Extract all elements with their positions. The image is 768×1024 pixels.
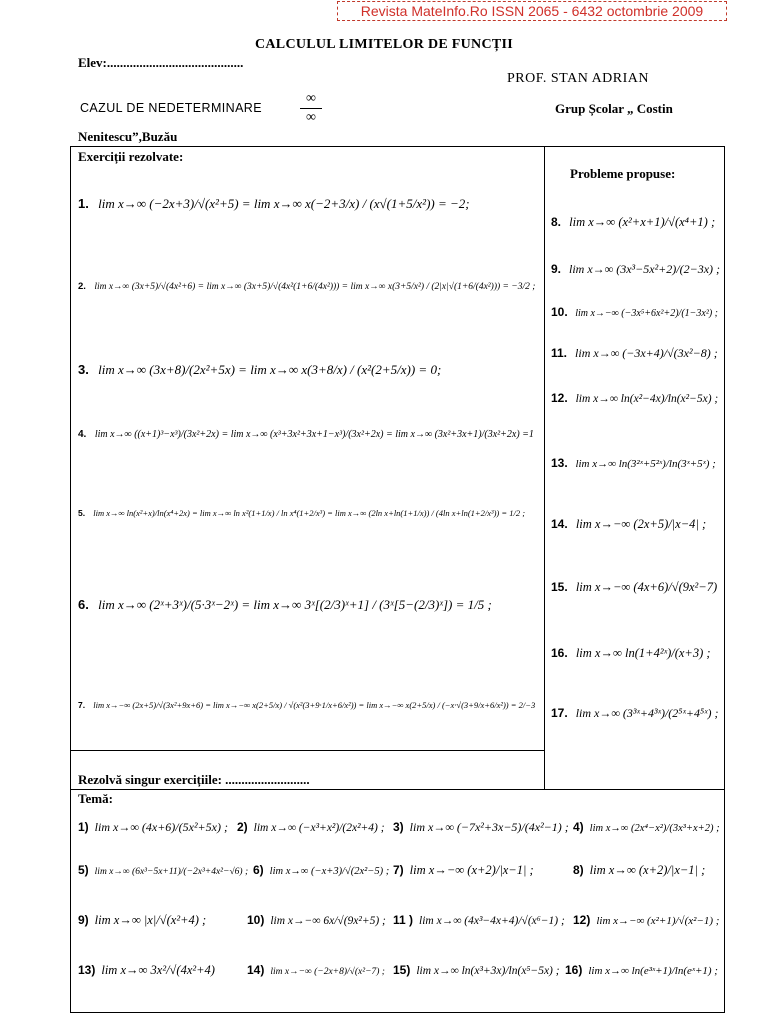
problem-number: 13. [551, 456, 568, 470]
proposed-problem-17 [551, 705, 719, 721]
proposed-problem-12 [551, 390, 718, 407]
school-name: Grup Școlar „ Costin [555, 101, 673, 116]
problem-expression: lim x→∞ (3³ˣ+4³ˣ)/(2⁵ˣ+4⁵ˣ) ; [575, 706, 719, 720]
homework-number: 10) [247, 913, 265, 927]
solved-exercise-2 [78, 279, 535, 295]
exercise-expression: lim x→∞ ((x+1)³−x³)/(3x²+2x) = lim x→∞ (x³+3x²+3x+1−x³)/(3x²+2x) = lim x→∞ (3x²+3x+1)/(3x²+2x) =1 [94, 429, 534, 440]
homework-number: 15) [393, 963, 411, 977]
problem-expression: lim x→∞ ln(3²ˣ+5²ˣ)/ln(3ˣ+5ˣ) ; [575, 458, 716, 470]
problem-number: 14. [551, 517, 568, 531]
page-title: CALCULUL LIMITELOR DE FUNCȚII [254, 37, 514, 52]
solved-exercise-1 [78, 196, 470, 212]
homework-number: 13) [78, 963, 96, 977]
proposed-problem-10 [551, 304, 718, 322]
homework-item-4 [573, 819, 720, 837]
proposed-problem-16 [551, 645, 711, 661]
homework-expression: lim x→∞ (−x³+x²)/(2x²+4) ; [253, 822, 385, 834]
homework-item-15 [393, 962, 560, 979]
exercise-expression: lim x→∞ (3x+5)/√(4x²+6) = lim x→∞ (3x+5)/√(4x²(1+6/(4x²))) = lim x→∞ x(3+5/x²) / (2|x|√(1+6/(4x²))) = −3/2 ; [94, 282, 536, 292]
infinity-numerator: ∞ [306, 91, 316, 106]
exercise-number: 7. [78, 700, 86, 710]
exercise-number: 6. [78, 597, 89, 612]
problem-expression: lim x→∞ (−3x+4)/√(3x²−8) ; [575, 346, 718, 360]
proposed-problem-15 [551, 579, 717, 595]
solve-alone-line: Rezolvă singur exercițiile: .......................... [78, 772, 310, 787]
journal-banner: Revista MateInfo.Ro ISSN 2065 - 6432 octombrie 2009 [337, 1, 727, 21]
case-label: CAZUL DE NEDETERMINARE [80, 101, 262, 115]
problem-number: 12. [551, 391, 568, 405]
indeterminate-form [300, 92, 322, 125]
exercise-number: 2. [78, 281, 86, 292]
proposed-problem-11 [551, 345, 718, 361]
homework-expression: lim x→−∞ (x²+1)/√(x²−1) ; [596, 915, 720, 927]
homework-expression: lim x→∞ (x+2)/|x−1| ; [589, 863, 706, 877]
homework-expression: lim x→−∞ (−2x+8)/√(x²−7) ; [270, 967, 385, 977]
homework-item-16 [565, 962, 718, 979]
homework-expression: lim x→−∞ 6x/√(9x²+5) ; [270, 915, 386, 927]
homework-number: 11 ) [393, 913, 414, 927]
homework-number: 3) [393, 820, 404, 834]
homework-expression: lim x→∞ (−x+3)/√(2x²−5) ; [269, 866, 390, 877]
homework-number: 6) [253, 863, 264, 877]
exercise-expression: lim x→∞ (3x+8)/(2x²+5x) = lim x→∞ x(3+8/x) / (x²(2+5/x)) = 0; [98, 362, 442, 377]
solved-exercise-7 [78, 697, 535, 713]
problem-expression: lim x→−∞ (2x+5)/|x−4| ; [575, 517, 707, 531]
school-name-continued: Nenitescu”,Buzău [78, 129, 178, 144]
homework-number: 1) [78, 820, 89, 834]
solved-heading: Exerciții rezolvate: [78, 149, 184, 164]
infinity-denominator: ∞ [306, 110, 316, 125]
problem-number: 9. [551, 262, 562, 276]
solved-exercise-5 [78, 505, 525, 521]
homework-expression: lim x→∞ ln(x³+3x)/ln(x⁵−5x) ; [416, 965, 560, 977]
homework-number: 9) [78, 913, 89, 927]
fraction-bar [300, 108, 322, 109]
homework-number: 14) [247, 963, 265, 977]
student-name-line: Elev:.......................................... [78, 55, 244, 70]
homework-expression: lim x→∞ (4x+6)/(5x²+5x) ; [94, 820, 228, 834]
problem-expression: lim x→∞ (x²+x+1)/√(x⁴+1) ; [569, 215, 716, 229]
problem-number: 17. [551, 706, 568, 720]
exercise-number: 4. [78, 429, 87, 440]
exercise-number: 5. [78, 508, 86, 518]
homework-item-7 [393, 862, 534, 878]
homework-item-9 [78, 912, 206, 928]
exercise-number: 3. [78, 362, 89, 377]
author-name: PROF. STAN ADRIAN [507, 71, 650, 86]
homework-expression: lim x→−∞ (x+2)/|x−1| ; [409, 863, 534, 877]
homework-heading: Temă: [78, 791, 113, 806]
homework-number: 12) [573, 913, 591, 927]
problem-number: 8. [551, 215, 562, 229]
homework-expression: lim x→∞ (−7x²+3x−5)/(4x²−1) ; [409, 820, 569, 834]
solved-exercise-4 [78, 427, 534, 443]
homework-expression: lim x→∞ |x|/√(x²+4) ; [94, 913, 207, 927]
problem-expression: lim x→∞ ln(1+4²ˣ)/(x+3) ; [575, 646, 711, 660]
homework-number: 5) [78, 863, 89, 877]
section-divider-upper [70, 750, 545, 751]
exercise-expression: lim x→∞ ln(x²+x)/ln(x⁴+2x) = lim x→∞ ln x²(1+1/x) / ln x⁴(1+2/x³) = lim x→∞ (2ln x+ln(1+1/x)) / (4ln x+ln(1+2/x³)) = 1/2 ; [93, 508, 526, 518]
homework-item-14 [247, 962, 385, 980]
problem-number: 11. [551, 346, 568, 360]
proposed-problem-14 [551, 516, 706, 532]
problem-expression: lim x→∞ ln(x²−4x)/ln(x²−5x) ; [575, 393, 719, 405]
problem-number: 15. [551, 580, 568, 594]
homework-item-6 [253, 862, 389, 880]
problem-expression: lim x→−∞ (4x+6)/√(9x²−7) [575, 580, 718, 594]
homework-item-2 [237, 819, 385, 836]
solved-exercise-3 [78, 362, 441, 378]
proposed-problem-8 [551, 214, 715, 230]
section-divider-lower [70, 789, 725, 790]
homework-item-8 [573, 862, 705, 878]
exercise-expression: lim x→∞ (−2x+3)/√(x²+5) = lim x→∞ x(−2+3/x) / (x√(1+5/x²)) = −2; [98, 196, 470, 211]
problem-number: 16. [551, 646, 568, 660]
problem-expression: lim x→−∞ (−3x⁵+6x²+2)/(1−3x²) ; [575, 308, 718, 319]
homework-item-5 [78, 862, 248, 880]
homework-item-10 [247, 912, 386, 929]
homework-expression: lim x→∞ 3x²/√(4x²+4) [101, 963, 215, 977]
homework-item-11 [393, 912, 565, 929]
homework-expression: lim x→∞ (4x³−4x+4)/√(x⁶−1) ; [419, 915, 565, 927]
proposed-problem-13 [551, 455, 716, 472]
homework-expression: lim x→∞ (6x³−5x+11)/(−2x³+4x²−√6) ; [94, 867, 249, 877]
problem-expression: lim x→∞ (3x³−5x²+2)/(2−3x) ; [569, 262, 721, 276]
homework-item-12 [573, 912, 719, 929]
homework-number: 7) [393, 863, 404, 877]
problem-number: 10. [551, 305, 568, 319]
homework-item-3 [393, 819, 569, 835]
exercise-expression: lim x→−∞ (2x+5)/√(3x²+9x+6) = lim x→−∞ x(2+5/x) / √(x²(3+9·1/x+6/x²)) = lim x→−∞ x(2+5/x) / (−x·√(3+9/x+6/x²)) = 2/−3 [93, 700, 536, 710]
homework-expression: lim x→∞ ln(e³ˣ+1)/ln(eˣ+1) ; [588, 965, 718, 977]
homework-item-1 [78, 819, 228, 835]
column-divider [544, 146, 545, 789]
proposed-problem-9 [551, 261, 720, 277]
homework-number: 8) [573, 863, 584, 877]
homework-number: 2) [237, 820, 248, 834]
exercise-number: 1. [78, 196, 89, 211]
proposed-heading: Probleme propuse: [570, 166, 676, 181]
homework-number: 4) [573, 820, 584, 834]
homework-item-13 [78, 962, 215, 978]
homework-expression: lim x→∞ (2x⁴−x²)/(3x³+x+2) ; [589, 823, 720, 834]
homework-number: 16) [565, 963, 583, 977]
solved-exercise-6 [78, 597, 492, 613]
exercise-expression: lim x→∞ (2ˣ+3ˣ)/(5·3ˣ−2ˣ) = lim x→∞ 3ˣ[(2/3)ˣ+1] / (3ˣ[5−(2/3)ˣ]) = 1/5 ; [98, 597, 492, 612]
